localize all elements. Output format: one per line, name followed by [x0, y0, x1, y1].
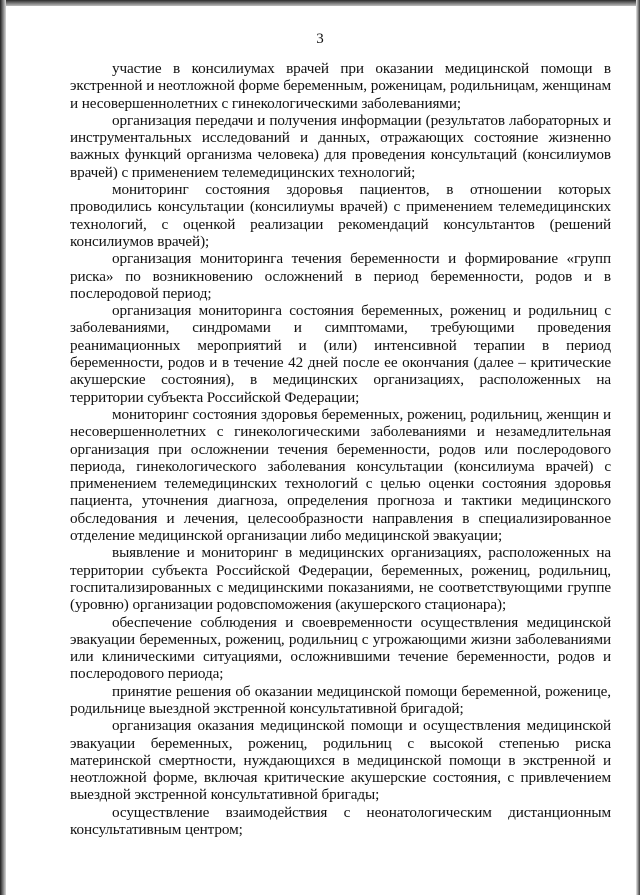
paragraph-1: участие в консилиумах врачей при оказании медицинской помощи в экстренной и неотложной форме беременным, роженицам, родильницам, женщинам и несовершеннолетних с гинекологическими заболеваниями; — [70, 60, 611, 112]
page-number: 3 — [316, 31, 324, 47]
paragraph-3: мониторинг состояния здоровья пациентов, в отношении которых проводились консультации (консилиумы врачей) с применением телемедицинских технологий, с оценкой реализации рекомендаций консультантов (решений консилиумов врачей); — [70, 181, 611, 250]
scan-edge-left — [0, 0, 6, 895]
document-body — [70, 60, 611, 838]
scan-edge-top — [0, 0, 640, 6]
paragraph-7: выявление и мониторинг в медицинских организациях, расположенных на территории субъекта Российской Федерации, беременных, рожениц, родильниц, госпитализированных с медицинскими показаниями, не соответствующими группе (уровню) организации родовспоможения (акушерского стационара); — [70, 544, 611, 614]
paragraph-4: организация мониторинга течения беременности и формирование «групп риска» по возникновению осложнений в период беременности, родов и в послеродовой период; — [70, 250, 611, 302]
paragraph-6: мониторинг состояния здоровья беременных, рожениц, родильниц, женщин и несовершеннолетних с гинекологическими заболеваниями и незамедлительная организация при осложнении течения беременности, родов или послеродового периода, гинекологического заболевания консультации (консилиума врачей) с применением телемедицинских технологий с целью оценки состояния здоровья пациента, уточнения диагноза, определения прогноза и тактики медицинского обследования и лечения, целесообразности направления в специализированное отделение медицинской организации либо медицинской эвакуации; — [70, 405, 611, 545]
paragraph-5: организация мониторинга состояния беременных, рожениц и родильниц с заболеваниями, синдромами и симптомами, требующими проведения реанимационных мероприятий и (или) интенсивной терапии в период беременности, родов и в течение 42 дней после ее окончания (далее – критические акушерские состояния), в медицинских организациях, расположенных на территории субъекта Российской Федерации; — [70, 302, 611, 406]
paragraph-10: организация оказания медицинской помощи и осуществления медицинской эвакуации беременных, рожениц, родильниц с высокой степенью риска материнской смертности, нуждающихся в медицинской помощи в экстренной и неотложной форме, включая критические акушерские состояния, с привлечением выездной экстренной консультативной бригады; — [70, 717, 611, 804]
paragraph-2: организация передачи и получения информации (результатов лабораторных и инструментальных исследований и данных, отражающих состояние жизненно важных функций организма человека) для проведения консультаций (консилиумов врачей) с применением телемедицинских технологий; — [70, 111, 611, 181]
scan-edge-right — [636, 0, 640, 895]
paragraph-9: принятие решения об оказании медицинской помощи беременной, роженице, родильнице выездной экстренной консультативной бригадой; — [70, 682, 611, 717]
paragraph-11: осуществление взаимодействия с неонатологическим дистанционным консультативным центром; — [70, 803, 611, 839]
paragraph-8: обеспечение соблюдения и своевременности осуществления медицинской эвакуации беременных, рожениц, родильниц с угрожающими жизни заболеваниями или клиническими ситуациями, осложнившими течение беременности, родов и послеродового периода; — [70, 613, 611, 683]
